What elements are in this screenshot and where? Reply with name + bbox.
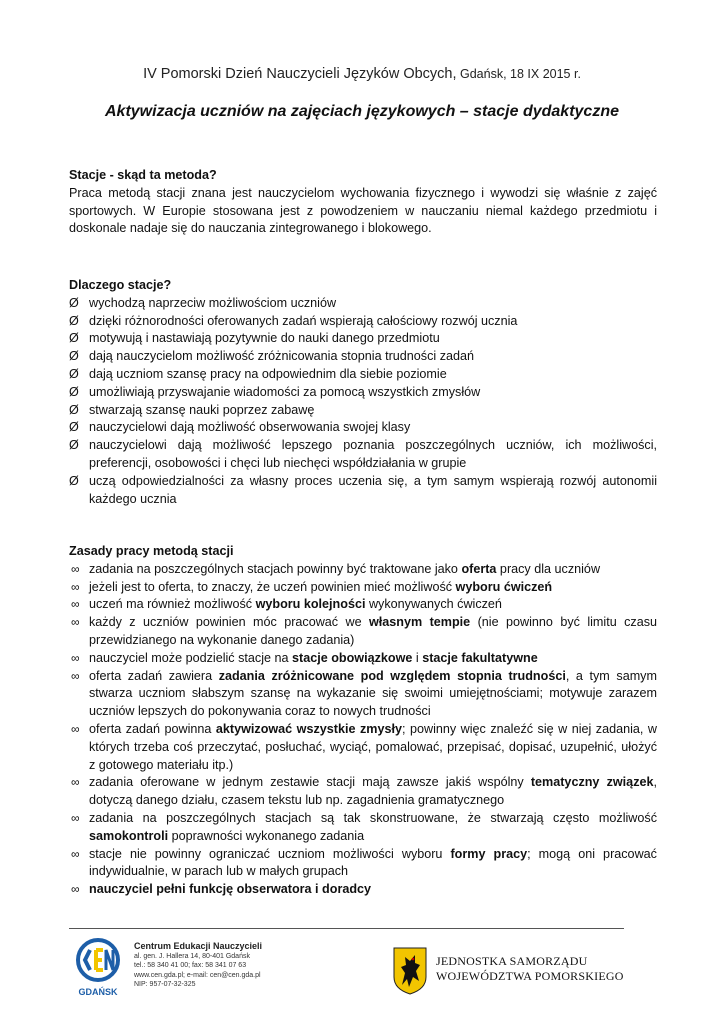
cen-logo-n xyxy=(106,950,113,970)
rules-item-emphasis: wyboru kolejności xyxy=(255,597,366,612)
footer-divider xyxy=(69,928,624,929)
rules-list-item xyxy=(69,881,657,899)
why-item-text: motywują i nastawiają pozytywnie do nauki danego przedmiotu xyxy=(89,331,440,346)
rules-item-fragment: oferta zadań zawiera xyxy=(89,668,219,683)
rules-item-fragment: stacje nie powinny ograniczać uczniom możliwości wyboru xyxy=(89,846,451,861)
event-date: Gdańsk, 18 IX 2015 r. xyxy=(456,67,581,81)
rules-item-fragment: zadania oferowane w jednym zestawie stacji mają zawsze jakiś wspólny xyxy=(89,775,531,790)
rules-item-text xyxy=(89,882,371,896)
why-list-item xyxy=(69,419,657,437)
why-list-item xyxy=(69,402,657,420)
rules-item-fragment: zadania na poszczególnych stacjach są tak skonstruowane, że stwarzają często możliwość xyxy=(89,810,657,825)
rules-item-emphasis: wyboru ćwiczeń xyxy=(455,579,553,594)
jst-line1: JEDNOSTKA SAMORZĄDU xyxy=(436,954,588,968)
rules-item-fragment: każdy z uczniów powinien móc pracować we xyxy=(89,615,369,630)
rules-list-item xyxy=(69,614,657,650)
rules-item-fragment: wykonywanych ćwiczeń xyxy=(365,597,502,612)
rules-item-emphasis: własnym tempie xyxy=(369,615,471,630)
griffin-crest-icon xyxy=(393,947,427,995)
rules-item-fragment: uczeń ma również możliwość xyxy=(89,597,256,612)
rules-item-fragment: ; mogą oni pracować indywidualnie, w parach lub w małych grupach xyxy=(89,846,657,879)
rules-list-item xyxy=(69,810,657,846)
rules-item-fragment: i xyxy=(412,650,423,665)
document-title: Aktywizacja uczniów na zajęciach językowych – stacje dydaktyczne xyxy=(105,103,619,120)
arrow-bullet-icon: Ø xyxy=(69,384,79,399)
section-why xyxy=(69,277,657,508)
cen-phone: tel.: 58 340 41 00; fax: 58 341 07 63 xyxy=(134,962,247,970)
rules-item-text xyxy=(89,775,657,807)
rules-item-text xyxy=(89,597,502,611)
jst-label xyxy=(436,954,624,984)
infinity-bullet-icon: ∞ xyxy=(71,561,80,576)
cen-logo-e xyxy=(96,950,103,970)
cen-name: Centrum Edukacji Nauczycieli xyxy=(134,941,263,951)
arrow-bullet-icon: Ø xyxy=(69,420,79,435)
why-item-text: dają uczniom szansę pracy na odpowiednim dla siebie poziomie xyxy=(89,366,447,381)
rules-item-fragment: ; powinny więc znaleźć się w niej zadania, w których trzeba coś przeczytać, posłuchać, wyciąć, pomalować, przepisać, dopisać, uzupełnić, ułożyć z gotowego materiału itp.) xyxy=(89,721,657,772)
infinity-bullet-icon: ∞ xyxy=(71,882,80,897)
why-list-item xyxy=(69,348,657,366)
infinity-bullet-icon: ∞ xyxy=(71,579,80,594)
infinity-bullet-icon: ∞ xyxy=(71,597,80,612)
why-item-text: wychodzą naprzeciw możliwościom uczniów xyxy=(89,295,337,310)
arrow-bullet-icon: Ø xyxy=(69,313,79,328)
why-list xyxy=(69,295,657,509)
cen-logo xyxy=(72,938,124,998)
rules-item-fragment: pracy dla uczniów xyxy=(496,561,601,576)
why-item-text: nauczycielowi dają możliwość obserwowania swojej klasy xyxy=(89,420,411,435)
rules-item-fragment: jeżeli jest to oferta, to znaczy, że uczeń powinien mieć możliwość xyxy=(89,579,456,594)
rules-item-fragment: oferta zadań powinna xyxy=(89,721,216,736)
jst-line2: WOJEWÓDZTWA POMORSKIEGO xyxy=(436,969,624,983)
arrow-bullet-icon: Ø xyxy=(69,295,79,310)
why-item-text: stwarzają szansę nauki poprzez zabawę xyxy=(89,402,315,417)
rules-list-item xyxy=(69,846,657,882)
rules-item-text xyxy=(89,562,600,576)
rules-item-text xyxy=(89,847,657,879)
rules-item-text xyxy=(89,811,657,843)
why-item-text: nauczycielowi dają możliwość lepszego poznania poszczególnych uczniów, ich możliwości, preferencji, osobowości i chęci lub niechęci współdziałania w grupie xyxy=(89,438,657,470)
rules-item-emphasis: oferta xyxy=(461,561,497,576)
why-list-item xyxy=(69,366,657,384)
infinity-bullet-icon: ∞ xyxy=(71,721,80,736)
arrow-bullet-icon: Ø xyxy=(69,438,79,453)
cen-web: www.cen.gda.pl; e-mail: cen@cen.gda.pl xyxy=(134,971,261,979)
rules-item-emphasis: stacje fakultatywne xyxy=(422,650,538,665)
why-item-text: umożliwiają przyswajanie wiadomości za pomocą wszystkich zmysłów xyxy=(89,384,481,399)
rules-list-item xyxy=(69,774,657,810)
arrow-bullet-icon: Ø xyxy=(69,349,79,364)
rules-list-item xyxy=(69,668,657,721)
section-origin-body: Praca metodą stacji znana jest nauczycielom wychowania fizycznego i wywodzi się właśnie z zajęć sportowych. W Europie stosowana jest z powodzeniem w nauczaniu niemal każdego przedmiotu i doskonale nadaje się do nauczania zintegrowanego i blokowego. xyxy=(69,185,657,236)
section-origin xyxy=(69,167,657,238)
why-item-text: uczą odpowiedzialności za własny proces uczenia się, a tym samym wspierają rozwój autonomii każdego ucznia xyxy=(89,473,657,506)
rules-list xyxy=(69,561,657,899)
section-rules-heading: Zasady pracy metodą stacji xyxy=(69,544,234,558)
rules-item-emphasis: stacje obowiązkowe xyxy=(292,650,413,665)
infinity-bullet-icon: ∞ xyxy=(71,668,80,683)
why-list-item xyxy=(69,313,657,331)
rules-item-emphasis: samokontroli xyxy=(89,828,169,843)
infinity-bullet-icon: ∞ xyxy=(71,810,80,825)
rules-list-item xyxy=(69,579,657,597)
why-list-item xyxy=(69,473,657,509)
rules-item-emphasis: tematyczny związek xyxy=(530,775,654,790)
rules-item-fragment: , a tym samym stwarza uczniom słabszym szansę na wykazanie się swoimi umiejętnościami; motywuje zarazem uczniów lepszych do pokonywania coraz to nowych trudności xyxy=(89,668,657,719)
rules-list-item xyxy=(69,650,657,668)
griffin-eye xyxy=(412,958,415,961)
section-origin-heading: Stacje - skąd ta metoda? xyxy=(69,168,217,182)
infinity-bullet-icon: ∞ xyxy=(71,650,80,665)
infinity-bullet-icon: ∞ xyxy=(71,775,80,790)
rules-item-text xyxy=(89,615,657,647)
rules-list-item xyxy=(69,721,657,774)
arrow-bullet-icon: Ø xyxy=(69,366,79,381)
event-name: IV Pomorski Dzień Nauczycieli Języków Obcych, xyxy=(143,66,457,82)
event-header xyxy=(0,66,724,82)
arrow-bullet-icon: Ø xyxy=(69,331,79,346)
rules-item-fragment: , dotyczą danego działu, czasem tekstu lub np. zagadnienia gramatycznego xyxy=(89,775,657,808)
rules-item-fragment: poprawności wykonanego zadania xyxy=(168,828,365,843)
rules-item-text xyxy=(89,669,657,719)
cen-logo-city: GDAŃSK xyxy=(78,987,118,997)
rules-list-item xyxy=(69,596,657,614)
rules-item-fragment: (nie powinno być limitu czasu przewidzianego na wykonanie danego zadania) xyxy=(89,615,658,647)
rules-item-text xyxy=(89,722,657,772)
rules-item-emphasis: zadania zróżnicowane pod względem stopnia trudności xyxy=(218,668,566,683)
cen-nip: NIP: 957-07-32-325 xyxy=(134,981,196,989)
rules-item-emphasis: nauczyciel pełni funkcję obserwatora i doradcy xyxy=(89,882,372,897)
why-list-item xyxy=(69,384,657,402)
why-item-text: dają nauczycielom możliwość zróżnicowania stopnia trudności zadań xyxy=(89,349,475,364)
cen-contact xyxy=(134,941,262,990)
arrow-bullet-icon: Ø xyxy=(69,402,79,417)
section-why-heading: Dlaczego stacje? xyxy=(69,278,172,292)
why-list-item xyxy=(69,437,657,473)
why-list-item xyxy=(69,295,657,313)
why-list-item xyxy=(69,330,657,348)
rules-list-item xyxy=(69,561,657,579)
section-rules xyxy=(69,543,657,899)
infinity-bullet-icon: ∞ xyxy=(71,615,80,630)
rules-item-emphasis: formy pracy xyxy=(450,846,528,861)
why-item-text: dzięki różnorodności oferowanych zadań wspierają całościowy rozwój ucznia xyxy=(89,313,518,328)
rules-item-text xyxy=(89,580,552,594)
cen-address: al. gen. J. Hallera 14, 80-401 Gdańsk xyxy=(134,953,250,960)
infinity-bullet-icon: ∞ xyxy=(71,846,80,861)
rules-item-fragment: nauczyciel może podzielić stacje na xyxy=(89,650,293,665)
rules-item-fragment: zadania na poszczególnych stacjach powinny być traktowane jako xyxy=(89,561,462,576)
rules-item-emphasis: aktywizować wszystkie zmysły xyxy=(215,721,402,736)
arrow-bullet-icon: Ø xyxy=(69,473,79,488)
rules-item-text xyxy=(89,651,538,665)
